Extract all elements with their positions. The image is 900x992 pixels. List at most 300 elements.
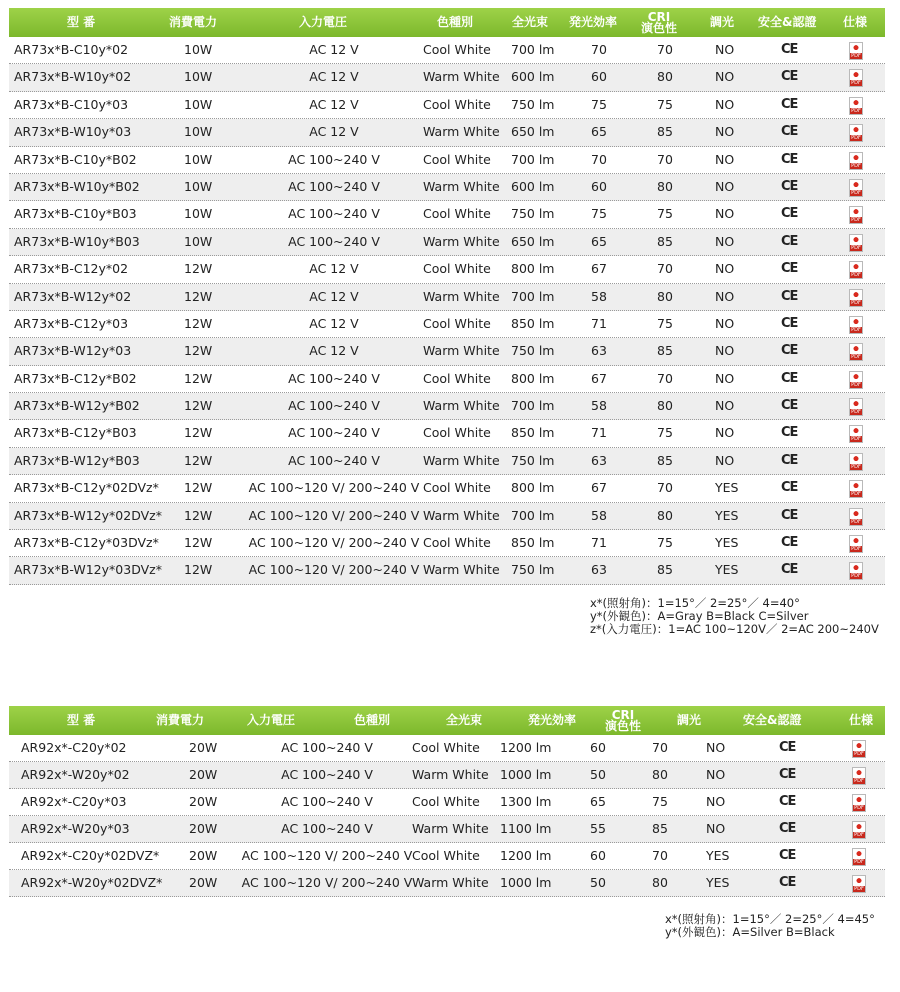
ce-mark: CE: [781, 124, 798, 140]
table-row: [9, 201, 885, 228]
cell-model: AR73x*B-W12y*03DVz*: [14, 562, 162, 578]
cell-cri: 80: [657, 288, 673, 304]
cell-power: 12W: [184, 370, 213, 386]
cell-efficiency: 75: [591, 96, 607, 112]
cell-efficiency: 58: [591, 507, 607, 523]
cell-efficiency: 60: [590, 740, 606, 755]
cell-model: AR92x*-W20y*02DVZ*: [21, 875, 163, 890]
table-row: [9, 366, 885, 393]
cell-color: Cool White: [412, 794, 480, 809]
cell-dimming: NO: [715, 315, 735, 331]
ce-mark: CE: [781, 233, 798, 249]
cell-voltage: AC 100~240 V: [281, 821, 373, 836]
cell-efficiency: 71: [591, 315, 607, 331]
table-row: [9, 816, 885, 843]
ce-mark: CE: [781, 480, 798, 496]
cell-dimming: NO: [715, 42, 735, 57]
note-beam-angle: x*(照射角)：1=15°／ 2=25°／ 4=45°: [665, 912, 875, 926]
cell-model: AR73x*B-W12y*02: [14, 288, 132, 304]
cell-voltage: AC 12 V: [309, 96, 359, 112]
cell-power: 10W: [184, 151, 213, 167]
cell-model: AR73x*B-C12y*03: [14, 315, 129, 331]
header-safety: 安全&認證: [758, 15, 817, 29]
pdf-icon[interactable]: [852, 794, 866, 812]
cell-model: AR73x*B-C10y*03: [14, 96, 129, 112]
header-spec: 仕様: [849, 713, 874, 727]
table-row: [9, 37, 885, 64]
cell-model: AR73x*B-C10y*B03: [14, 206, 137, 222]
cell-efficiency: 63: [591, 562, 607, 578]
pdf-icon[interactable]: [849, 42, 863, 60]
cell-voltage: AC 100~120 V/ 200~240 V: [241, 875, 413, 890]
cell-cri: 85: [657, 343, 673, 359]
cell-efficiency: 50: [590, 767, 606, 782]
cell-color: Cool White: [423, 206, 491, 222]
pdf-icon[interactable]: [849, 124, 863, 142]
cell-dimming: YES: [715, 507, 739, 523]
cell-color: Warm White: [423, 398, 500, 414]
cell-efficiency: 58: [591, 288, 607, 304]
cell-voltage: AC 12 V: [309, 288, 359, 304]
table-row: [9, 870, 885, 897]
cell-color: Cool White: [423, 315, 491, 331]
table-body: [9, 735, 885, 897]
cell-cri: 70: [657, 261, 673, 277]
cell-model: AR92x*-C20y*02DVZ*: [21, 848, 160, 863]
cell-dimming: NO: [715, 261, 735, 277]
table-row: [9, 64, 885, 91]
cell-lumen: 750 lm: [511, 206, 555, 222]
cell-voltage: AC 100~240 V: [288, 370, 380, 386]
cell-dimming: NO: [715, 233, 735, 249]
cell-lumen: 1200 lm: [500, 740, 552, 755]
header-voltage: 入力電圧: [299, 15, 348, 29]
cell-power: 10W: [184, 96, 213, 112]
pdf-icon[interactable]: [849, 316, 863, 334]
cell-color: Warm White: [423, 288, 500, 304]
cell-model: AR73x*B-W12y*03: [14, 343, 132, 359]
cell-cri: 80: [652, 875, 668, 890]
cell-efficiency: 58: [591, 398, 607, 414]
ce-mark: CE: [779, 767, 796, 782]
cell-voltage: AC 12 V: [309, 124, 359, 140]
pdf-icon[interactable]: [849, 69, 863, 87]
cell-dimming: NO: [715, 96, 735, 112]
note-input-voltage: z*(入力電圧)：1=AC 100~120V／ 2=AC 200~240V: [590, 622, 879, 636]
ce-mark: CE: [781, 562, 798, 578]
table-row: [9, 338, 885, 365]
header-color: 色種別: [437, 15, 474, 29]
cell-cri: 75: [657, 315, 673, 331]
cell-voltage: AC 100~120 V/ 200~240 V: [248, 535, 420, 551]
cell-voltage: AC 100~240 V: [281, 740, 373, 755]
cell-cri: 75: [657, 96, 673, 112]
ar73-spec-table: [9, 8, 885, 585]
ce-mark: CE: [779, 740, 796, 755]
header-color: 色種別: [354, 713, 391, 727]
cell-model: AR92x*-C20y*02: [21, 740, 127, 755]
cell-color: Warm White: [423, 507, 500, 523]
cell-voltage: AC 100~240 V: [288, 398, 380, 414]
cell-power: 20W: [189, 794, 218, 809]
table-row: [9, 119, 885, 146]
cell-lumen: 700 lm: [511, 398, 555, 414]
cell-dimming: NO: [715, 288, 735, 304]
cell-cri: 85: [652, 821, 668, 836]
cell-dimming: NO: [715, 398, 735, 414]
pdf-icon[interactable]: [849, 371, 863, 389]
pdf-icon[interactable]: [849, 97, 863, 115]
cell-power: 10W: [184, 69, 213, 85]
ce-mark: CE: [781, 315, 798, 331]
cell-voltage: AC 12 V: [309, 315, 359, 331]
table-row: [9, 475, 885, 502]
cell-color: Cool White: [412, 848, 480, 863]
cell-voltage: AC 100~240 V: [281, 794, 373, 809]
cell-color: Cool White: [423, 535, 491, 551]
cell-color: Warm White: [423, 69, 500, 85]
cell-power: 20W: [189, 767, 218, 782]
table-row: [9, 393, 885, 420]
cell-dimming: NO: [715, 452, 735, 468]
cell-lumen: 650 lm: [511, 124, 555, 140]
cell-cri: 80: [652, 767, 668, 782]
pdf-icon[interactable]: [849, 425, 863, 443]
cell-lumen: 800 lm: [511, 480, 555, 496]
cell-voltage: AC 100~240 V: [288, 452, 380, 468]
cell-color: Warm White: [423, 233, 500, 249]
ce-mark: CE: [779, 821, 796, 836]
note-housing-color: y*(外観色)：A=Gray B=Black C=Silver: [590, 609, 809, 623]
cell-power: 12W: [184, 452, 213, 468]
cell-model: AR92x*-W20y*02: [21, 767, 130, 782]
header-power: 消費電力: [169, 15, 218, 29]
cell-color: Cool White: [423, 480, 491, 496]
cell-dimming: NO: [706, 767, 726, 782]
cell-lumen: 750 lm: [511, 96, 555, 112]
cell-dimming: NO: [715, 151, 735, 167]
cell-color: Warm White: [423, 343, 500, 359]
cell-cri: 85: [657, 452, 673, 468]
cell-lumen: 1000 lm: [500, 767, 552, 782]
cell-efficiency: 65: [590, 794, 606, 809]
cell-lumen: 650 lm: [511, 233, 555, 249]
ar92-spec-table: [9, 706, 885, 897]
cell-dimming: NO: [706, 740, 726, 755]
pdf-icon[interactable]: [849, 535, 863, 553]
cell-dimming: NO: [715, 370, 735, 386]
ce-mark: CE: [779, 794, 796, 809]
cell-color: Cool White: [423, 42, 491, 57]
cell-voltage: AC 100~240 V: [288, 151, 380, 167]
cell-model: AR73x*B-W10y*B02: [14, 178, 140, 194]
cell-dimming: NO: [715, 178, 735, 194]
cell-voltage: AC 100~240 V: [281, 767, 373, 782]
cell-lumen: 800 lm: [511, 261, 555, 277]
header-spec: 仕様: [843, 15, 868, 29]
table-row: [9, 735, 885, 762]
cell-model: AR92x*-C20y*03: [21, 794, 127, 809]
pdf-icon[interactable]: [852, 767, 866, 785]
pdf-icon[interactable]: [849, 343, 863, 361]
header-safety: 安全&認證: [743, 713, 802, 727]
cell-model: AR73x*B-C10y*B02: [14, 151, 137, 167]
cell-power: 12W: [184, 562, 213, 578]
cell-model: AR73x*B-C10y*02: [14, 42, 129, 57]
cell-power: 12W: [184, 261, 213, 277]
table-row: [9, 789, 885, 816]
cell-efficiency: 50: [590, 875, 606, 890]
cell-lumen: 750 lm: [511, 562, 555, 578]
cell-efficiency: 71: [591, 535, 607, 551]
cell-cri: 70: [652, 740, 668, 755]
table-row: [9, 762, 885, 789]
cell-dimming: YES: [715, 562, 739, 578]
cell-lumen: 850 lm: [511, 425, 555, 441]
header-cri-line2: 演色性: [641, 21, 678, 35]
cell-power: 12W: [184, 288, 213, 304]
ce-mark: CE: [781, 151, 798, 167]
cell-lumen: 850 lm: [511, 535, 555, 551]
note-beam-angle: x*(照射角)：1=15°／ 2=25°／ 4=40°: [590, 596, 800, 610]
header-lumen: 全光束: [446, 713, 483, 727]
cell-efficiency: 67: [591, 261, 607, 277]
cell-power: 12W: [184, 315, 213, 331]
cell-power: 12W: [184, 343, 213, 359]
cell-voltage: AC 12 V: [309, 69, 359, 85]
table-row: [9, 147, 885, 174]
cell-dimming: YES: [715, 535, 739, 551]
table-row: [9, 229, 885, 256]
cell-model: AR73x*B-W12y*B02: [14, 398, 140, 414]
cell-lumen: 600 lm: [511, 178, 555, 194]
cell-voltage: AC 12 V: [309, 343, 359, 359]
ce-mark: CE: [781, 288, 798, 304]
cell-voltage: AC 100~240 V: [288, 233, 380, 249]
table-row: [9, 92, 885, 119]
cell-efficiency: 60: [591, 69, 607, 85]
cell-power: 10W: [184, 206, 213, 222]
cell-model: AR73x*B-W10y*03: [14, 124, 132, 140]
ce-mark: CE: [781, 343, 798, 359]
cell-dimming: YES: [715, 480, 739, 496]
pdf-icon[interactable]: [849, 480, 863, 498]
cell-efficiency: 63: [591, 343, 607, 359]
cell-cri: 80: [657, 178, 673, 194]
cell-lumen: 700 lm: [511, 288, 555, 304]
ce-mark: CE: [781, 452, 798, 468]
cell-model: AR73x*B-C12y*02: [14, 261, 129, 277]
cell-cri: 75: [657, 425, 673, 441]
header-efficiency: 発光効率: [569, 15, 618, 29]
pdf-icon[interactable]: [852, 848, 866, 866]
header-cri: [605, 710, 641, 732]
header-model: 型 番: [67, 15, 96, 29]
ce-mark: CE: [781, 507, 798, 523]
cell-voltage: AC 12 V: [309, 42, 359, 57]
pdf-icon[interactable]: [849, 289, 863, 307]
cell-lumen: 850 lm: [511, 315, 555, 331]
cell-voltage: AC 100~120 V/ 200~240 V: [241, 848, 413, 863]
cell-model: AR73x*B-C12y*03DVz*: [14, 535, 159, 551]
cell-power: 10W: [184, 233, 213, 249]
pdf-icon[interactable]: [852, 821, 866, 839]
header-cri-line1: CRI: [647, 10, 671, 24]
cell-cri: 85: [657, 562, 673, 578]
cell-model: AR73x*B-C12y*B03: [14, 425, 137, 441]
table-body: [9, 37, 885, 585]
cell-lumen: 1300 lm: [500, 794, 552, 809]
ce-mark: CE: [781, 96, 798, 112]
table-row: [9, 448, 885, 475]
cell-dimming: YES: [706, 848, 730, 863]
cell-lumen: 750 lm: [511, 343, 555, 359]
cell-color: Warm White: [423, 124, 500, 140]
cell-power: 12W: [184, 507, 213, 523]
cell-lumen: 700 lm: [511, 151, 555, 167]
ce-mark: CE: [781, 69, 798, 85]
cell-cri: 75: [657, 206, 673, 222]
cell-power: 12W: [184, 425, 213, 441]
cell-voltage: AC 100~120 V/ 200~240 V: [248, 507, 420, 523]
header-power: 消費電力: [156, 713, 205, 727]
header-lumen: 全光束: [512, 15, 549, 29]
ar73-notes: [590, 597, 879, 636]
cell-color: Cool White: [423, 261, 491, 277]
cell-color: Warm White: [423, 178, 500, 194]
header-efficiency: 発光効率: [528, 713, 577, 727]
ce-mark: CE: [781, 261, 798, 277]
pdf-icon[interactable]: [852, 740, 866, 758]
ce-mark: CE: [781, 178, 798, 194]
table-row: [9, 843, 885, 870]
header-model: 型 番: [67, 713, 96, 727]
cell-model: AR73x*B-W12y*02DVz*: [14, 507, 162, 523]
cell-power: 10W: [184, 124, 213, 140]
cell-lumen: 1000 lm: [500, 875, 552, 890]
cell-lumen: 1100 lm: [500, 821, 552, 836]
pdf-icon[interactable]: [849, 234, 863, 252]
ce-mark: CE: [779, 875, 796, 890]
cell-efficiency: 55: [590, 821, 606, 836]
cell-lumen: 700 lm: [511, 42, 555, 57]
cell-dimming: NO: [715, 343, 735, 359]
cell-voltage: AC 100~120 V/ 200~240 V: [248, 562, 420, 578]
cell-voltage: AC 100~240 V: [288, 178, 380, 194]
cell-model: AR73x*B-C12y*02DVz*: [14, 480, 159, 496]
cell-lumen: 1200 lm: [500, 848, 552, 863]
cell-model: AR73x*B-W12y*B03: [14, 452, 140, 468]
cell-efficiency: 67: [591, 480, 607, 496]
cell-power: 20W: [189, 848, 218, 863]
cell-dimming: NO: [715, 425, 735, 441]
cell-efficiency: 75: [591, 206, 607, 222]
cell-voltage: AC 12 V: [309, 261, 359, 277]
cell-efficiency: 60: [591, 178, 607, 194]
cell-dimming: NO: [706, 821, 726, 836]
cell-color: Warm White: [412, 767, 489, 782]
pdf-icon[interactable]: [849, 179, 863, 197]
note-housing-color: y*(外観色)：A=Silver B=Black: [665, 925, 835, 939]
cell-power: 10W: [184, 42, 213, 57]
cell-cri: 70: [657, 42, 673, 57]
table-row: [9, 503, 885, 530]
pdf-icon[interactable]: [849, 206, 863, 224]
ce-mark: CE: [781, 206, 798, 222]
pdf-icon[interactable]: [849, 398, 863, 416]
cell-color: Cool White: [423, 370, 491, 386]
pdf-icon[interactable]: [852, 875, 866, 893]
cell-model: AR73x*B-W10y*B03: [14, 233, 140, 249]
cell-cri: 75: [652, 794, 668, 809]
cell-cri: 70: [657, 480, 673, 496]
pdf-icon[interactable]: [849, 508, 863, 526]
cell-cri: 70: [657, 151, 673, 167]
cell-lumen: 750 lm: [511, 452, 555, 468]
cell-cri: 80: [657, 69, 673, 85]
cell-voltage: AC 100~240 V: [288, 425, 380, 441]
pdf-icon[interactable]: [849, 453, 863, 471]
table-row: [9, 557, 885, 584]
cell-cri: 80: [657, 507, 673, 523]
cell-power: 20W: [189, 875, 218, 890]
cell-dimming: NO: [715, 206, 735, 222]
pdf-icon[interactable]: [849, 152, 863, 170]
ce-mark: CE: [781, 425, 798, 441]
cell-power: 12W: [184, 480, 213, 496]
cell-dimming: NO: [715, 69, 735, 85]
ce-mark: CE: [781, 535, 798, 551]
cell-efficiency: 70: [591, 42, 607, 57]
pdf-icon[interactable]: [849, 261, 863, 279]
table-header: [9, 706, 885, 735]
cell-lumen: 700 lm: [511, 507, 555, 523]
ce-mark: CE: [779, 848, 796, 863]
header-dimming: 調光: [710, 15, 735, 29]
cell-color: Cool White: [423, 425, 491, 441]
cell-cri: 85: [657, 233, 673, 249]
cell-cri: 70: [652, 848, 668, 863]
pdf-icon[interactable]: [849, 562, 863, 580]
cell-efficiency: 65: [591, 124, 607, 140]
cell-efficiency: 60: [590, 848, 606, 863]
cell-lumen: 800 lm: [511, 370, 555, 386]
cell-efficiency: 65: [591, 233, 607, 249]
cell-lumen: 600 lm: [511, 69, 555, 85]
ce-mark: CE: [781, 370, 798, 386]
header-voltage: 入力電圧: [247, 713, 296, 727]
cell-model: AR73x*B-W10y*02: [14, 69, 132, 85]
table-header: [9, 8, 885, 37]
cell-color: Warm White: [412, 875, 489, 890]
header-dimming: 調光: [677, 713, 702, 727]
cell-color: Warm White: [423, 562, 500, 578]
cell-cri: 80: [657, 398, 673, 414]
cell-efficiency: 67: [591, 370, 607, 386]
cell-power: 10W: [184, 178, 213, 194]
cell-color: Cool White: [423, 96, 491, 112]
cell-efficiency: 70: [591, 151, 607, 167]
cell-cri: 70: [657, 370, 673, 386]
ce-mark: CE: [781, 398, 798, 414]
cell-voltage: AC 100~240 V: [288, 206, 380, 222]
cell-model: AR73x*B-C12y*B02: [14, 370, 137, 386]
cell-color: Cool White: [412, 740, 480, 755]
cell-dimming: NO: [715, 124, 735, 140]
header-cri-line1: CRI: [611, 708, 635, 722]
cell-dimming: NO: [706, 794, 726, 809]
cell-power: 12W: [184, 535, 213, 551]
